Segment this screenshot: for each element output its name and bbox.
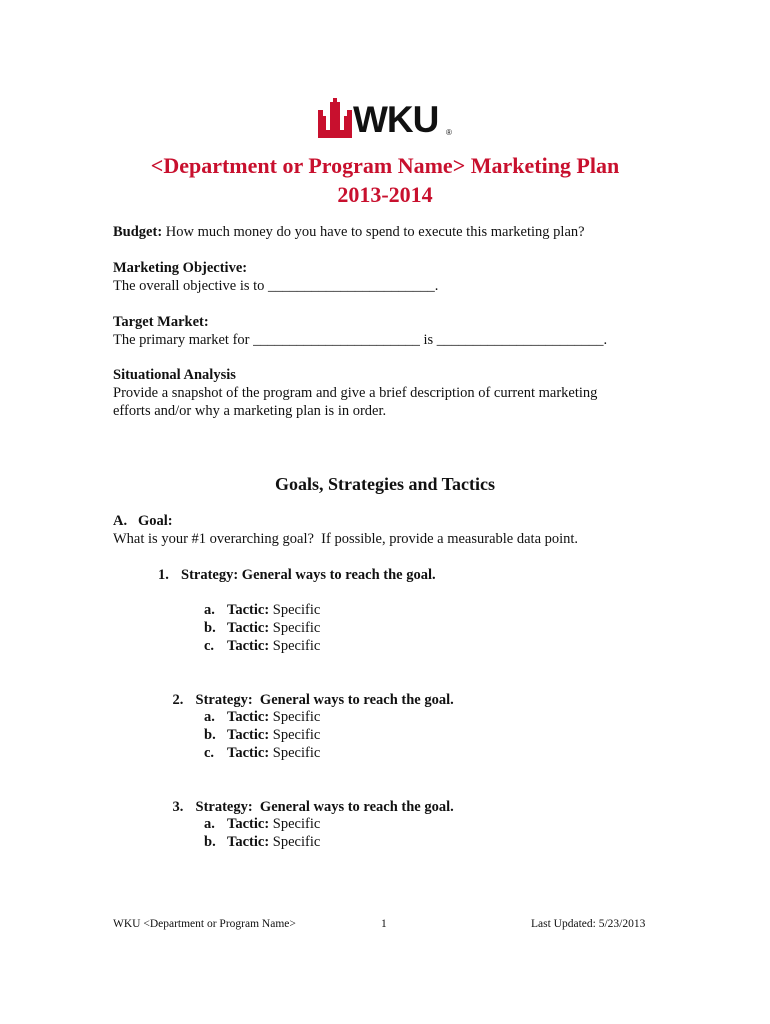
goal-text: What is your #1 overarching goal? If possible, provide a measurable data point.	[113, 531, 579, 547]
target-market-label: Target Market:	[113, 314, 209, 330]
tactic-item	[204, 815, 320, 833]
tactic-item	[204, 601, 320, 619]
registered-mark-icon: ®	[446, 128, 452, 137]
wku-tower-icon	[318, 98, 352, 138]
tactic-text: Specific	[269, 816, 321, 832]
footer-page-number: 1	[381, 918, 387, 930]
tactic-text: Specific	[269, 834, 321, 850]
tactic-letter: b.	[204, 834, 216, 850]
tactic-item	[204, 637, 320, 655]
tactic-label: Tactic:	[227, 602, 270, 618]
tactic-letter: c.	[204, 638, 215, 654]
tactic-letter: a.	[204, 709, 215, 725]
footer-left: WKU <Department or Program Name>	[113, 918, 296, 930]
tactic-label: Tactic:	[227, 834, 270, 850]
strategy-text: Strategy: General ways to reach the goal.	[195, 692, 454, 708]
wku-logo	[318, 98, 458, 144]
strategy-text: Strategy: General ways to reach the goal.	[181, 567, 436, 583]
document-title: <Department or Program Name> Marketing Plan	[150, 153, 620, 178]
goal-label: A. Goal:	[113, 513, 173, 529]
tactic-text: Specific	[269, 638, 321, 654]
strategy-number: 3.	[172, 799, 184, 815]
tactic-letter: b.	[204, 727, 216, 743]
tactic-item	[204, 744, 320, 762]
tactic-letter: a.	[204, 816, 215, 832]
strategy-item	[158, 566, 436, 584]
tactic-label: Tactic:	[227, 745, 270, 761]
tactic-text: Specific	[269, 602, 321, 618]
tactic-label: Tactic:	[227, 620, 270, 636]
footer-last-updated: Last Updated: 5/23/2013	[531, 918, 646, 930]
tactic-text: Specific	[269, 745, 321, 761]
tactic-text: Specific	[269, 620, 321, 636]
situational-analysis-line2: efforts and/or why a marketing plan is in order.	[113, 403, 387, 419]
tactic-item	[204, 833, 320, 851]
marketing-objective-label: Marketing Objective:	[113, 260, 248, 276]
tactic-letter: c.	[204, 745, 215, 761]
tactic-item	[204, 726, 320, 744]
tactic-item	[204, 619, 320, 637]
target-market-text: The primary market for _______________________ is _______________________.	[113, 332, 608, 348]
tactic-letter: a.	[204, 602, 215, 618]
tactic-label: Tactic:	[227, 727, 270, 743]
tactic-label: Tactic:	[227, 816, 270, 832]
tactic-label: Tactic:	[227, 638, 270, 654]
section-heading: Goals, Strategies and Tactics	[274, 474, 495, 494]
document-year: 2013-2014	[337, 182, 433, 207]
situational-analysis-label: Situational Analysis	[113, 367, 236, 383]
situational-analysis-line1: Provide a snapshot of the program and give a brief description of current marketing	[113, 385, 598, 401]
budget-label: Budget:	[113, 224, 163, 240]
marketing-objective-text: The overall objective is to _______________________.	[113, 278, 439, 294]
tactic-letter: b.	[204, 620, 216, 636]
tactic-label: Tactic:	[227, 709, 270, 725]
strategy-number: 2.	[172, 692, 184, 708]
strategy-text: Strategy: General ways to reach the goal.	[195, 799, 454, 815]
tactic-text: Specific	[269, 709, 321, 725]
tactic-item	[204, 708, 320, 726]
logo-wordmark: WKU	[353, 99, 439, 140]
budget-text: How much money do you have to spend to execute this marketing plan?	[162, 224, 585, 240]
strategy-number: 1.	[158, 567, 169, 583]
budget-line	[113, 223, 585, 241]
tactic-text: Specific	[269, 727, 321, 743]
